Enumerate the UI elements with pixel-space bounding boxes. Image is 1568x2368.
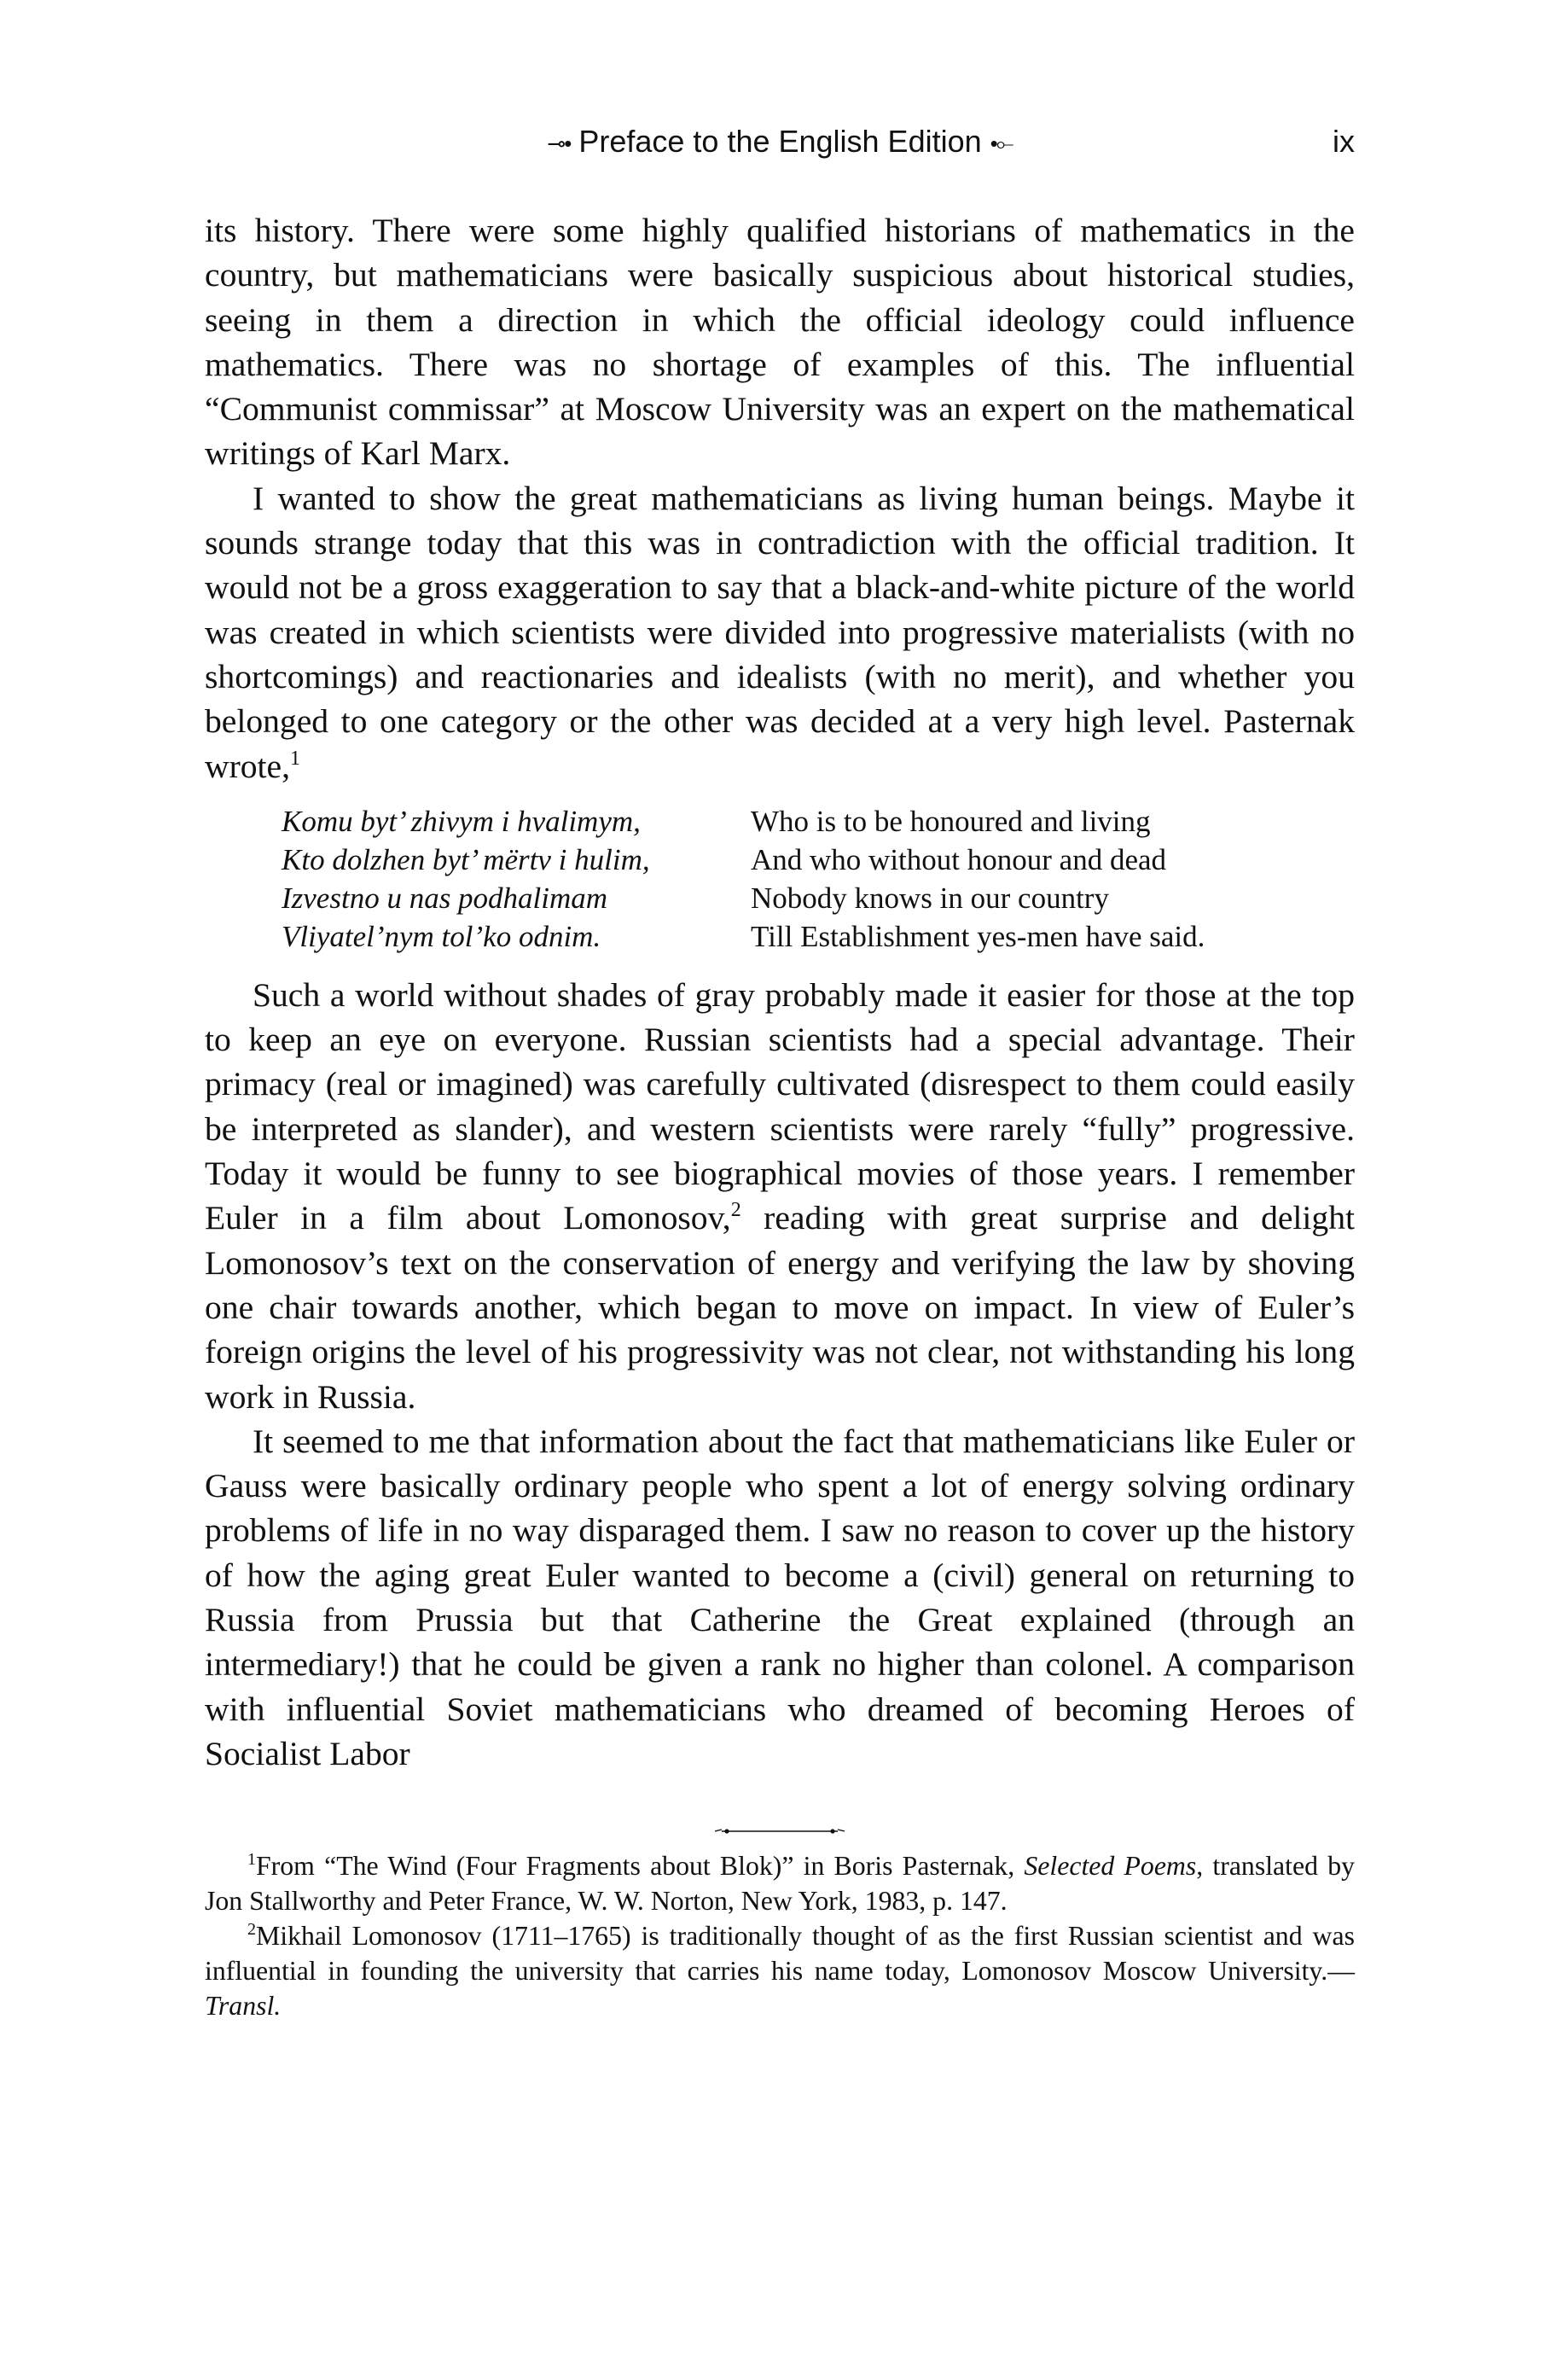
footnote-2 — [205, 1918, 1355, 2023]
footnote-ref-2[interactable]: 2 — [730, 1199, 741, 1222]
footnote-2-transl: Transl. — [205, 1991, 282, 2021]
poem-russian-line: Izvestno u nas podhalimam — [282, 881, 608, 915]
footnote-rule-ornament-icon — [715, 1828, 845, 1835]
footnote-ref-1[interactable]: 1 — [290, 747, 301, 770]
paragraph-1: its history. There were some highly qualified historians of mathematics in the country, but mathematicians were basically suspicious about historical studies, seeing in them a direction in which the official ideology could influence mathematics. There was no shortage of examples of this. The influential “Communist commissar” at Moscow University was an expert on the mathematical writings of Karl Marx. — [205, 212, 1355, 473]
poem-english-line: And who without honour and dead — [751, 842, 1167, 876]
page-number: ix — [1333, 124, 1355, 159]
poem-english — [751, 802, 1331, 956]
footnote-2-mark: 2 — [247, 1920, 256, 1939]
running-title — [205, 118, 1355, 167]
ornament-right-icon: •⟜ — [990, 131, 1013, 157]
poem-english-line: Till Establishment yes-men have said. — [751, 919, 1205, 953]
poem-russian-line: Komu byt’ zhivym i hvalimym, — [282, 804, 641, 838]
paragraph-2 — [205, 476, 1355, 788]
footnote-1-title: Selected Poems — [1024, 1851, 1197, 1881]
paragraph-2-text: I wanted to show the great mathematicians as living human beings. Maybe it sounds strange today that this was in contradiction with the official tradition. It would not be a gross exaggeration to say that a black-and-white picture of the world was created in which scientists were divided into progressive materialists (with no shortcomings) and reactionaries and idealists (with no merit), and whether you belonged to one category or the other was decided at a very high level. Pasternak wrote, — [205, 479, 1355, 785]
footnote-1-text-a: From “The Wind (Four Fragments about Blok)” in Boris Pasternak, — [256, 1851, 1025, 1881]
footnote-1 — [205, 1848, 1355, 1918]
footnote-rule — [715, 1828, 845, 1835]
chapter-title: Preface to the English Edition — [578, 124, 982, 159]
footnote-1-text-b: , translated by Jon Stallworthy and Peter France, W. W. Norton, New York, 1983, p. 147. — [205, 1851, 1355, 1916]
ornament-left-icon: ⊸• — [547, 131, 571, 157]
paragraph-3-text-b: reading with great surprise and delight Lomonosov’s text on the conservation of energy and verifying the law by shoving one chair towards another, which began to move on impact. In view of Euler’s foreign origins the level of his progressivity was not clear, not withstanding his long work in Russia. — [205, 1199, 1355, 1416]
paragraph-3 — [205, 973, 1355, 1419]
footnote-1-mark: 1 — [247, 1850, 256, 1869]
poem-english-line: Nobody knows in our country — [751, 881, 1109, 915]
footnotes — [205, 1848, 1355, 2023]
paragraph-4: It seemed to me that information about the fact that mathematicians like Euler or Gauss were basically ordinary people who spent a lot of energy solving ordinary problems of life in no way disparaged them. I saw no reason to cover up the history of how the aging great Euler wanted to become a (civil) general on returning to Russia from Prussia but that Catherine the Great explained (through an intermediary!) that he could be given a rank no higher than colonel. A comparison with influential Soviet mathematicians who dreamed of becoming Heroes of Socialist Labor — [205, 1422, 1355, 1772]
poem-russian-line: Vliyatel’nym tol’ko odnim. — [282, 919, 601, 953]
footnote-2-text: Mikhail Lomonosov (1711–1765) is traditionally thought of as the first Russian scientist and was influential in founding the university that carries his name today, Lomonosov Moscow University.— — [205, 1921, 1355, 1986]
poem-russian — [282, 802, 751, 956]
paragraph-3-text-a: Such a world without shades of gray probably made it easier for those at the top to keep an eye on everyone. Russian scientists had a special advantage. Their primacy (real or imagined) was carefully cultivated (disrespect to them could easily be interpreted as slander), and western scientists were rarely “fully” progressive. Today it would be funny to see biographical movies of those years. I remember Euler in a film about Lomonosov, — [205, 975, 1355, 1237]
running-head — [205, 118, 1355, 166]
body-text — [205, 208, 1355, 1776]
poem-english-line: Who is to be honoured and living — [751, 804, 1151, 838]
poem — [282, 802, 1355, 956]
poem-russian-line: Kto dolzhen byt’ mërtv i hulim, — [282, 842, 650, 876]
